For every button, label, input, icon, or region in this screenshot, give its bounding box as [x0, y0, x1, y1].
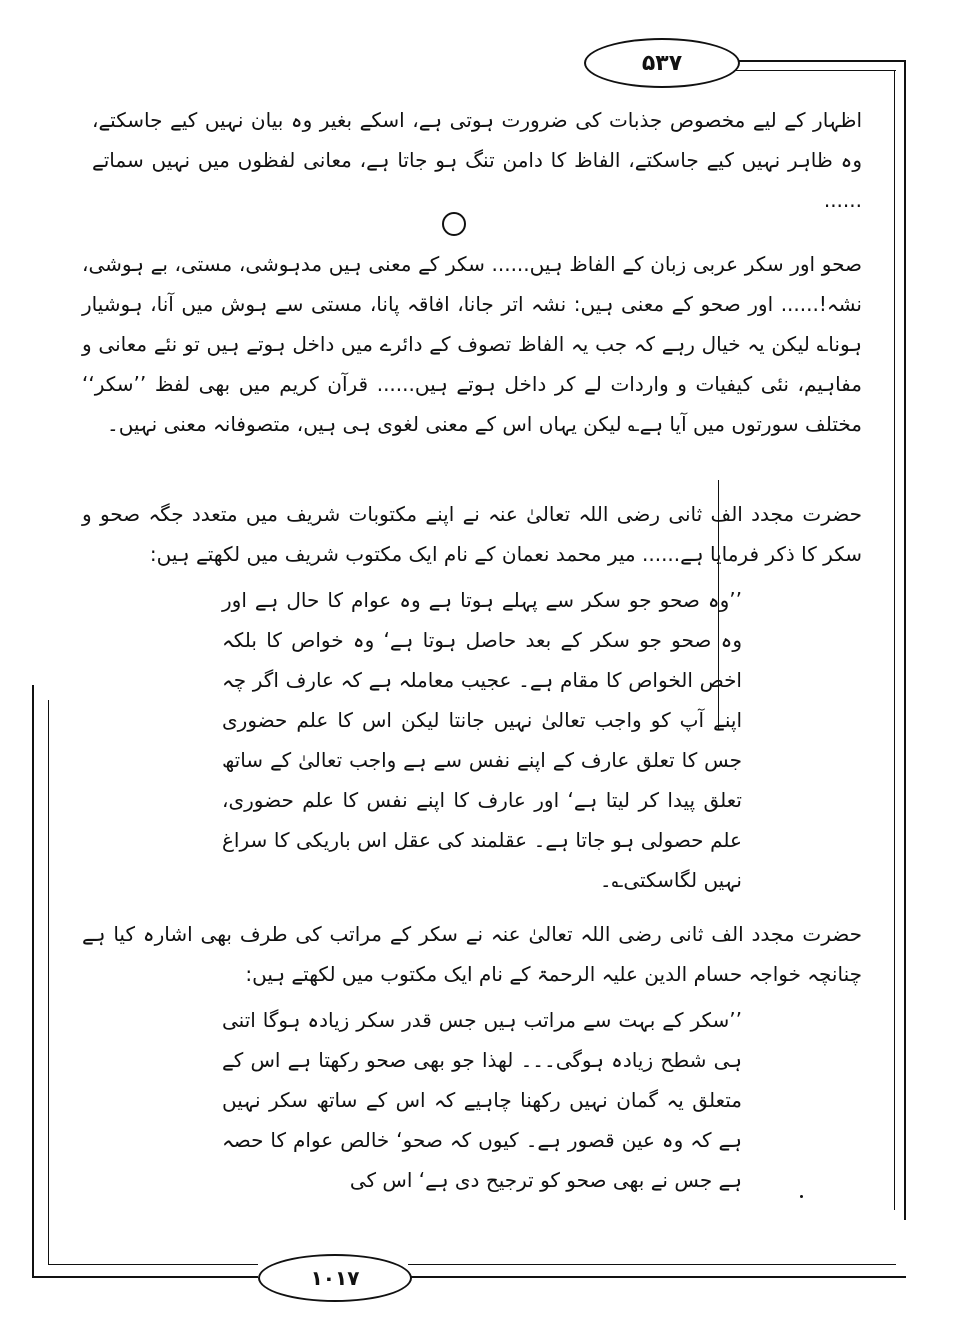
frame-line-right-inner: [894, 70, 895, 1210]
intro-paragraph: [92, 100, 862, 220]
page-number-top: ۵۳۷: [584, 38, 740, 88]
mujaddid-paragraph-2: [82, 914, 862, 994]
quote-block-1: [222, 580, 742, 900]
frame-line-bottom-left-inner: [48, 1264, 258, 1265]
definition-text: صحو اور سکر عربی زبان کے الفاظ ہیں...... سکر کے معنی ہیں مدہوشی، مستی، بے ہوشی، نشہ!...... اور صحو کے معنی ہیں: نشہ اتر جانا، افاقہ پانا، مستی سے ہوش میں آنا، ہوشیار ہونا؎ لیکن یہ خیال رہے کہ جب یہ الفاظ تصوف کے دائرے میں داخل ہوتے ہیں تو نئے معانی و مفاہیم، نئی کیفیات و واردات لے کر داخل ہوتے ہیں...... قرآن کریم میں بھی لفظ ’’سکر‘‘ مختلف سورتوں میں آیا ہے؎ لیکن یہاں اس کے معنی لغوی ہی ہیں، متصوفانہ معنی نہیں۔: [82, 252, 863, 436]
frame-line-top-outer: [736, 60, 906, 62]
frame-line-left-inner: [48, 700, 49, 1265]
frame-line-left-outer: [32, 685, 34, 1277]
quote-block-2: [222, 1000, 742, 1200]
frame-line-bottom-right-outer: [408, 1276, 906, 1278]
quote-text-1: ’’وہ صحو جو سکر سے پہلے ہوتا ہے وہ عوام کا حال ہے اور وہ صحو جو سکر کے بعد حاصل ہوتا ہے‘ وہ خواص کا بلکہ اخص الخواص کا مقام ہے۔ عجیب معاملہ ہے کہ عارف اگر چہ اپنے آپ کو واجب تعالیٰ نہیں جانتا لیکن اس کا علم حضوری جس کا تعلق عارف کے اپنے نفس سے ہے واجب تعالیٰ کے ساتھ تعلق پیدا کر لیتا ہے‘ اور عارف کا اپنے نفس کا علم حضوری، علم حصولی ہو جاتا ہے۔ عقلمند کی عقل اس باریکی کا سراغ نہیں لگاسکتی؎۔: [222, 588, 742, 892]
intro-text: اظہار کے لیے مخصوص جذبات کی ضرورت ہوتی ہے، اسکے بغیر وہ بیان نہیں کیے جاسکتے، وہ ظاہر نہیں کیے جاسکتے، الفاظ کا دامن تنگ ہو جاتا ہے، معانی لفظوں میں نہیں سماتے ......: [92, 108, 862, 212]
frame-line-right-outer: [904, 60, 906, 1220]
page-number-bottom: ۱۰۱۷: [258, 1254, 412, 1302]
mujaddid-text-1: حضرت مجدد الف ثانی رضی اللہ تعالیٰ عنہ نے اپنے مکتوبات شریف میں متعدد جگہ صحو و سکر کا ذکر فرمایا ہے...... میر محمد نعمان کے نام ایک مکتوب شریف میں لکھتے ہیں:: [82, 502, 862, 566]
stray-mark: [800, 1195, 803, 1198]
mujaddid-text-2: حضرت مجدد الف ثانی رضی اللہ تعالیٰ عنہ نے سکر کے مراتب کی طرف بھی اشارہ کیا ہے چنانچہ خواجہ حسام الدین علیہ الرحمۃ کے نام ایک مکتوب میں لکھتے ہیں:: [82, 922, 862, 986]
definition-paragraph: [82, 244, 862, 444]
frame-line-top-inner: [730, 70, 896, 71]
mujaddid-paragraph-1: [82, 494, 862, 574]
quote-text-2: ’’سکر کے بہت سے مراتب ہیں جس قدر سکر زیادہ ہوگا اتنی ہی شطح زیادہ ہوگی۔۔۔ لھذا جو بھی صحو رکھتا ہے اس کے متعلق یہ گمان نہیں رکھنا چاہیے کہ اس کے ساتھ سکر نہیں ہے کہ وہ عین قصور ہے۔ کیوں کہ صحو‘ خالص عوام کا حصہ ہے جس نے بھی صحو کو ترجیح دی ہے‘ اس کی: [222, 1008, 742, 1192]
frame-line-bottom-right-inner: [408, 1264, 896, 1265]
section-divider-circle: [442, 212, 466, 236]
frame-line-bottom-left-outer: [32, 1276, 258, 1278]
